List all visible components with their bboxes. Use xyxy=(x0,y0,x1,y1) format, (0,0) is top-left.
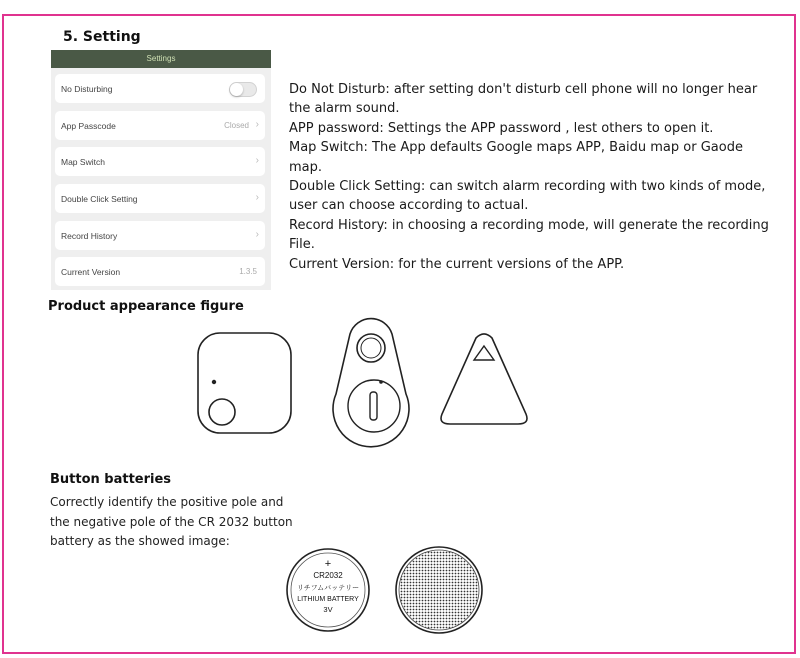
description-item: APP password: Settings the APP password , lest others to open it. xyxy=(289,120,714,136)
battery-textured-face xyxy=(399,550,479,630)
no-disturbing-toggle[interactable] xyxy=(229,82,257,97)
tracker-button xyxy=(209,399,235,425)
batteries-heading: Button batteries xyxy=(50,472,172,487)
battery-type-label: LITHIUM BATTERY xyxy=(297,596,359,603)
cover-slot xyxy=(370,392,377,420)
led-dot xyxy=(212,380,216,384)
triangle-keyring-hole xyxy=(474,346,494,360)
settings-row-no-disturbing[interactable] xyxy=(55,74,265,103)
square-tracker-illustration xyxy=(195,330,275,435)
settings-panel xyxy=(51,50,271,290)
settings-row-label: No Disturbing xyxy=(61,84,113,94)
instruction-line: the negative pole of the CR 2032 button xyxy=(50,514,293,529)
chevron-right-icon: › xyxy=(255,155,259,166)
toggle-knob xyxy=(230,83,243,96)
battery-positive-side xyxy=(285,547,371,633)
settings-row-label: Record History xyxy=(61,231,118,241)
instruction-line: Correctly identify the positive pole and xyxy=(50,495,284,509)
battery-voltage-label: 3V xyxy=(323,605,333,614)
chevron-right-icon: › xyxy=(255,119,259,130)
description-item: Current Version: for the current versions of the APP. xyxy=(289,256,625,272)
description-item: Do Not Disturb: after setting don't disturb cell phone will no longer hear the alarm sound. xyxy=(289,82,758,117)
settings-description xyxy=(289,80,779,274)
description-item: Map Switch: The App defaults Google maps APP, Baidu map or Gaode map. xyxy=(289,140,743,175)
chevron-right-icon: › xyxy=(255,229,259,240)
settings-row-value: 1.3.5 xyxy=(239,267,257,276)
settings-row-value: Closed xyxy=(224,121,249,130)
settings-header: Settings xyxy=(51,50,271,68)
keyring-hole-inner xyxy=(361,338,381,358)
chevron-right-icon: › xyxy=(255,192,259,203)
settings-row-map-switch[interactable] xyxy=(55,147,265,176)
teardrop-tracker-illustration xyxy=(330,322,410,444)
battery-japanese-label: リチフムバッテリー xyxy=(296,585,360,592)
batteries-instructions xyxy=(50,493,320,552)
appearance-heading: Product appearance figure xyxy=(48,299,244,314)
settings-row-current-version xyxy=(55,257,265,286)
triangle-tracker-body xyxy=(441,334,527,424)
battery-plus-label: + xyxy=(324,558,332,570)
instruction-line: battery as the showed image: xyxy=(50,534,230,548)
settings-row-double-click[interactable] xyxy=(55,184,265,213)
led-dot xyxy=(379,380,383,384)
settings-row-app-passcode[interactable] xyxy=(55,111,265,140)
battery-cover xyxy=(348,380,400,432)
section-title: 5. Setting xyxy=(63,29,141,45)
settings-row-label: Double Click Setting xyxy=(61,194,138,204)
settings-row-label: Map Switch xyxy=(61,157,105,167)
settings-row-record-history[interactable] xyxy=(55,221,265,250)
battery-negative-side xyxy=(394,545,484,635)
description-item: Double Click Setting: can switch alarm recording with two kinds of mode, user can choose according to actual. xyxy=(289,179,766,214)
settings-row-label: App Passcode xyxy=(61,121,116,131)
battery-model-label: CR2032 xyxy=(313,571,343,580)
triangle-tracker-illustration xyxy=(438,332,530,428)
settings-row-label: Current Version xyxy=(61,267,121,277)
description-item: Record History: in choosing a recording mode, will generate the recording File. xyxy=(289,217,769,253)
